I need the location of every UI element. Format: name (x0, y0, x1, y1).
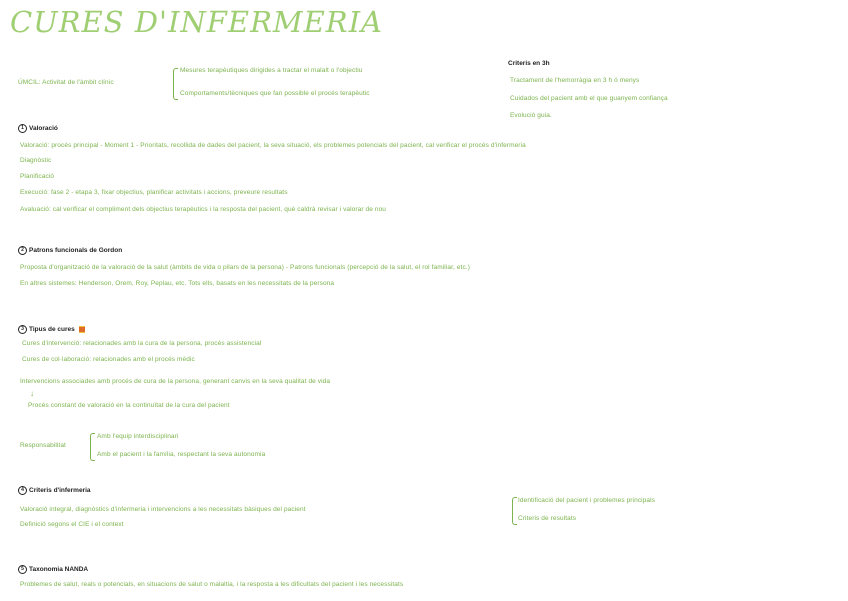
section-2-line-1: Proposta d'organització de la valoració de la salut (àmbits de vida o pilars de la persona) - Patrons funcionals (percepció de la salut, el rol familiar, etc.) (20, 264, 470, 271)
section-3-heading: 3 Tipus de cures (18, 325, 85, 334)
down-arrow-icon: ↓ (30, 389, 34, 398)
section-1-heading: 1 Valoració (18, 124, 58, 133)
section-1-line-5: Avaluació: cal verificar el compliment dels objectius terapèutics i la resposta del pacient, què caldrà revisar i valorar de nou (20, 206, 387, 213)
resp-brace (90, 433, 95, 461)
section-5-heading: 5 Taxonomia NANDA (18, 565, 88, 574)
intro-brace (173, 68, 178, 100)
criteria-line-3: Evolució guia. (510, 112, 552, 119)
section-1-line-3: Planificació (20, 173, 55, 180)
section-3-note-1: Intervencions associades amb procés de cura de la persona, generant canvis en la seva qualitat de vida (20, 378, 331, 385)
intro-branch-2: Comportaments/tècniques que fan possible el procés terapèutic (180, 90, 370, 97)
section-4-branch-1: Identificació del pacient i problemes principals (518, 497, 656, 504)
section-2-heading: 2 Patrons funcionals de Gordon (18, 246, 122, 255)
section-5-line-1: Problemes de salut, reals o potencials, en situacions de salut o malaltia, i la resposta a les dificultats del pacient i les necessitats (20, 581, 404, 588)
intro-lead: ÚMCIL: Activitat de l'àmbit clínic (18, 79, 114, 86)
criteria-line-2: Cuidados del pacient amb el que guanyem confiança (510, 95, 668, 102)
section-4-line-1: Valoració integral, diagnòstics d'infermeria i intervencions a les necessitats bàsiques del pacient (20, 506, 306, 513)
intro-branch-1: Mesures terapèutiques dirigides a tractar el malalt o l'objectiu (180, 67, 363, 74)
section-4-brace (512, 497, 517, 525)
resp-item-1: Amb l'equip interdisciplinari (97, 433, 179, 440)
section-4-branch-2: Criteris de resultats (518, 515, 577, 522)
section-1-line-4: Execució: fase 2 - etapa 3, fixar objectius, planificar activitats i accions, preveure resultats (20, 189, 288, 196)
section-2-line-2: En altres sistemes: Henderson, Orem, Roy, Peplau, etc. Tots ells, basats en les necessitats de la persona (20, 280, 335, 287)
section-4-heading: 4 Criteris d'infermeria (18, 486, 91, 495)
section-1-line-2: Diagnòstic (20, 157, 52, 164)
section-1-line-1: Valoració: procés principal - Moment 1 - Prioritats, recollida de dades del pacient, la seva situació, els problemes potencials del pacient, cal verificar el procés d'infermeria (20, 142, 526, 149)
page-title: CURES D'INFERMERIA (10, 5, 383, 39)
section-3-note-2: Procés constant de valoració en la continuïtat de la cura del pacient (28, 402, 230, 409)
criteria-heading: Criteris en 3h (508, 60, 550, 67)
criteria-line-1: Tractament de l'hemorràgia en 3 h ó menys (510, 77, 640, 84)
section-3-line-2: Cures de col·laboració: relacionades amb el procés mèdic (22, 356, 195, 363)
section-3-line-1: Cures d'intervenció: relacionades amb la cura de la persona, procés assistencial (22, 340, 262, 347)
section-4-line-2: Definició segons el CIE i el context (20, 521, 124, 528)
section-3-resp-label: Responsabilitat (20, 442, 66, 449)
catalan-flag-icon (79, 326, 85, 333)
resp-item-2: Amb el pacient i la família, respectant la seva autonomia (97, 451, 266, 458)
